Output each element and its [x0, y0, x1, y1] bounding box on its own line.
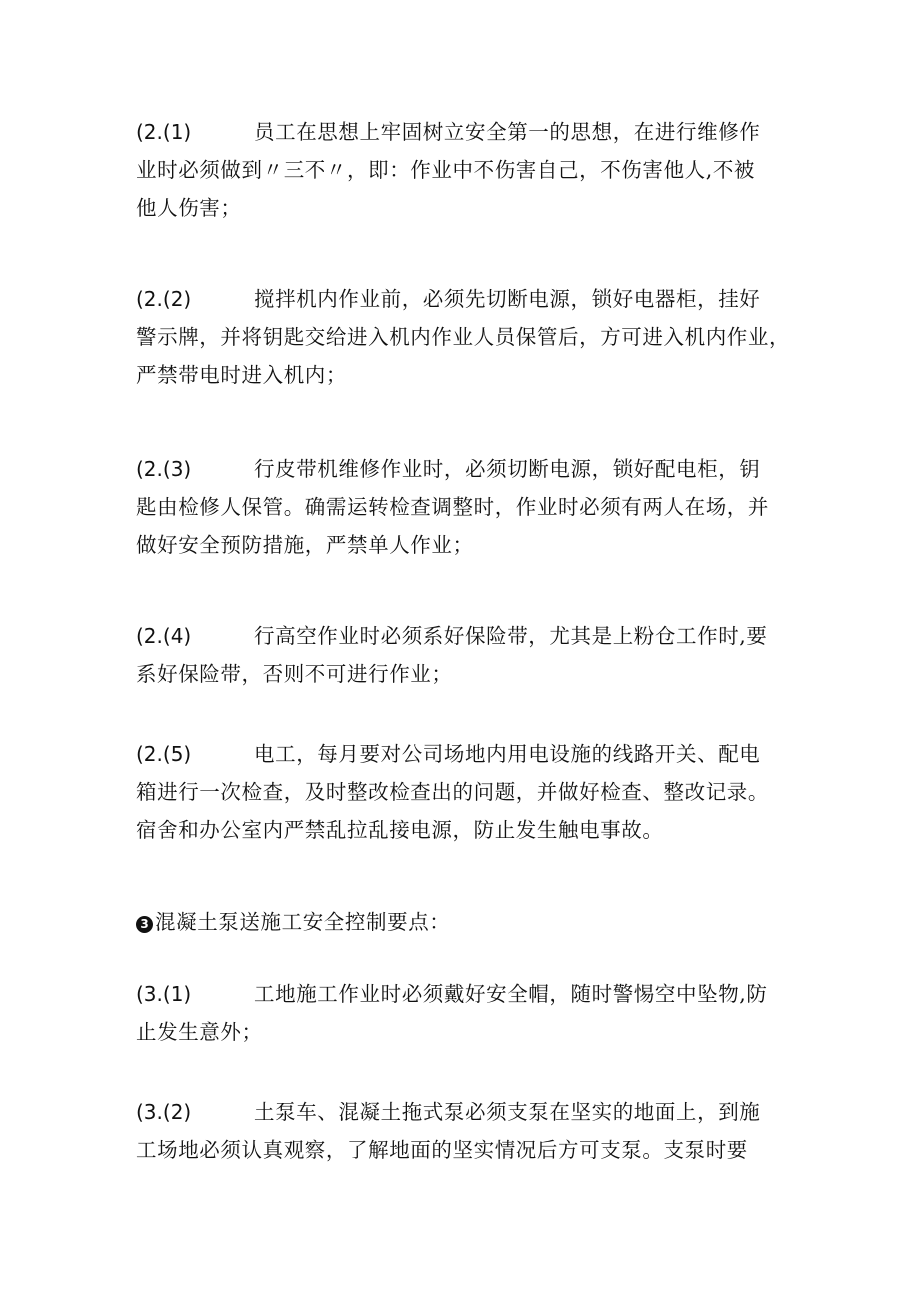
clause-line — [136, 280, 796, 318]
clause-text: 工地施工作业时必须戴好安全帽，随时警惕空中坠物,防 — [254, 982, 768, 1006]
clause-line: 箱进行一次检查，及时整改检查出的问题，并做好检查、整改记录。 — [136, 780, 769, 804]
clause-number: (2.(1) — [136, 120, 192, 144]
clause-number: (3.(2) — [136, 1100, 192, 1124]
clause-line: 匙由检修人保管。确需运转检查调整时，作业时必须有两人在场，并 — [136, 495, 769, 519]
clause-line: 工场地必须认真观察，了解地面的坚实情况后方可支泵。支泵时要 — [136, 1138, 748, 1162]
clause-line — [136, 1093, 796, 1131]
clause-text: 土泵车、混凝土拖式泵必须支泵在坚实的地面上，到施 — [254, 1100, 761, 1124]
clause-text: 电工，每月要对公司场地内用电设施的线路开关、配电 — [254, 742, 761, 766]
clause-2-2 — [136, 280, 796, 394]
clause-3-2 — [136, 1093, 796, 1169]
clause-2-3 — [136, 450, 796, 564]
numbered-bullet-icon: 3 — [136, 916, 153, 933]
clause-line: 止发生意外； — [136, 1020, 263, 1044]
clause-line — [136, 975, 796, 1013]
clause-text: 员工在思想上牢固树立安全第一的思想，在进行维修作 — [254, 120, 761, 144]
section-3-heading — [136, 903, 796, 941]
clause-number: (2.(5) — [136, 742, 192, 766]
clause-line — [136, 735, 796, 773]
clause-3-1 — [136, 975, 796, 1051]
clause-line — [136, 617, 796, 655]
clause-text: 搅拌机内作业前，必须先切断电源，锁好电器柜，挂好 — [254, 287, 761, 311]
clause-text: 行高空作业时必须系好保险带，尤其是上粉仓工作时,要 — [254, 624, 768, 648]
clause-line: 业时必须做到〃三不〃，即：作业中不伤害自己，不伤害他人,不被 — [136, 158, 756, 182]
clause-2-4 — [136, 617, 796, 693]
clause-line: 宿舍和办公室内严禁乱拉乱接电源，防止发生触电事故。 — [136, 818, 664, 842]
clause-number: (2.(2) — [136, 287, 192, 311]
clause-line: 系好保险带，否则不可进行作业； — [136, 662, 453, 686]
clause-number: (3.(1) — [136, 982, 192, 1006]
clause-number: (2.(4) — [136, 624, 192, 648]
clause-2-5 — [136, 735, 796, 849]
clause-line: 做好安全预防措施，严禁单人作业； — [136, 533, 474, 557]
clause-text: 行皮带机维修作业时，必须切断电源，锁好配电柜，钥 — [254, 457, 761, 481]
clause-number: (2.(3) — [136, 457, 192, 481]
clause-line — [136, 450, 796, 488]
clause-line: 警示牌，并将钥匙交给进入机内作业人员保管后，方可进入机内作业， — [136, 325, 791, 349]
clause-line — [136, 113, 796, 151]
clause-2-1 — [136, 113, 796, 227]
clause-line: 严禁带电时进入机内； — [136, 363, 347, 387]
section-title: 混凝土泵送施工安全控制要点： — [155, 910, 451, 934]
clause-line: 他人伤害； — [136, 196, 242, 220]
